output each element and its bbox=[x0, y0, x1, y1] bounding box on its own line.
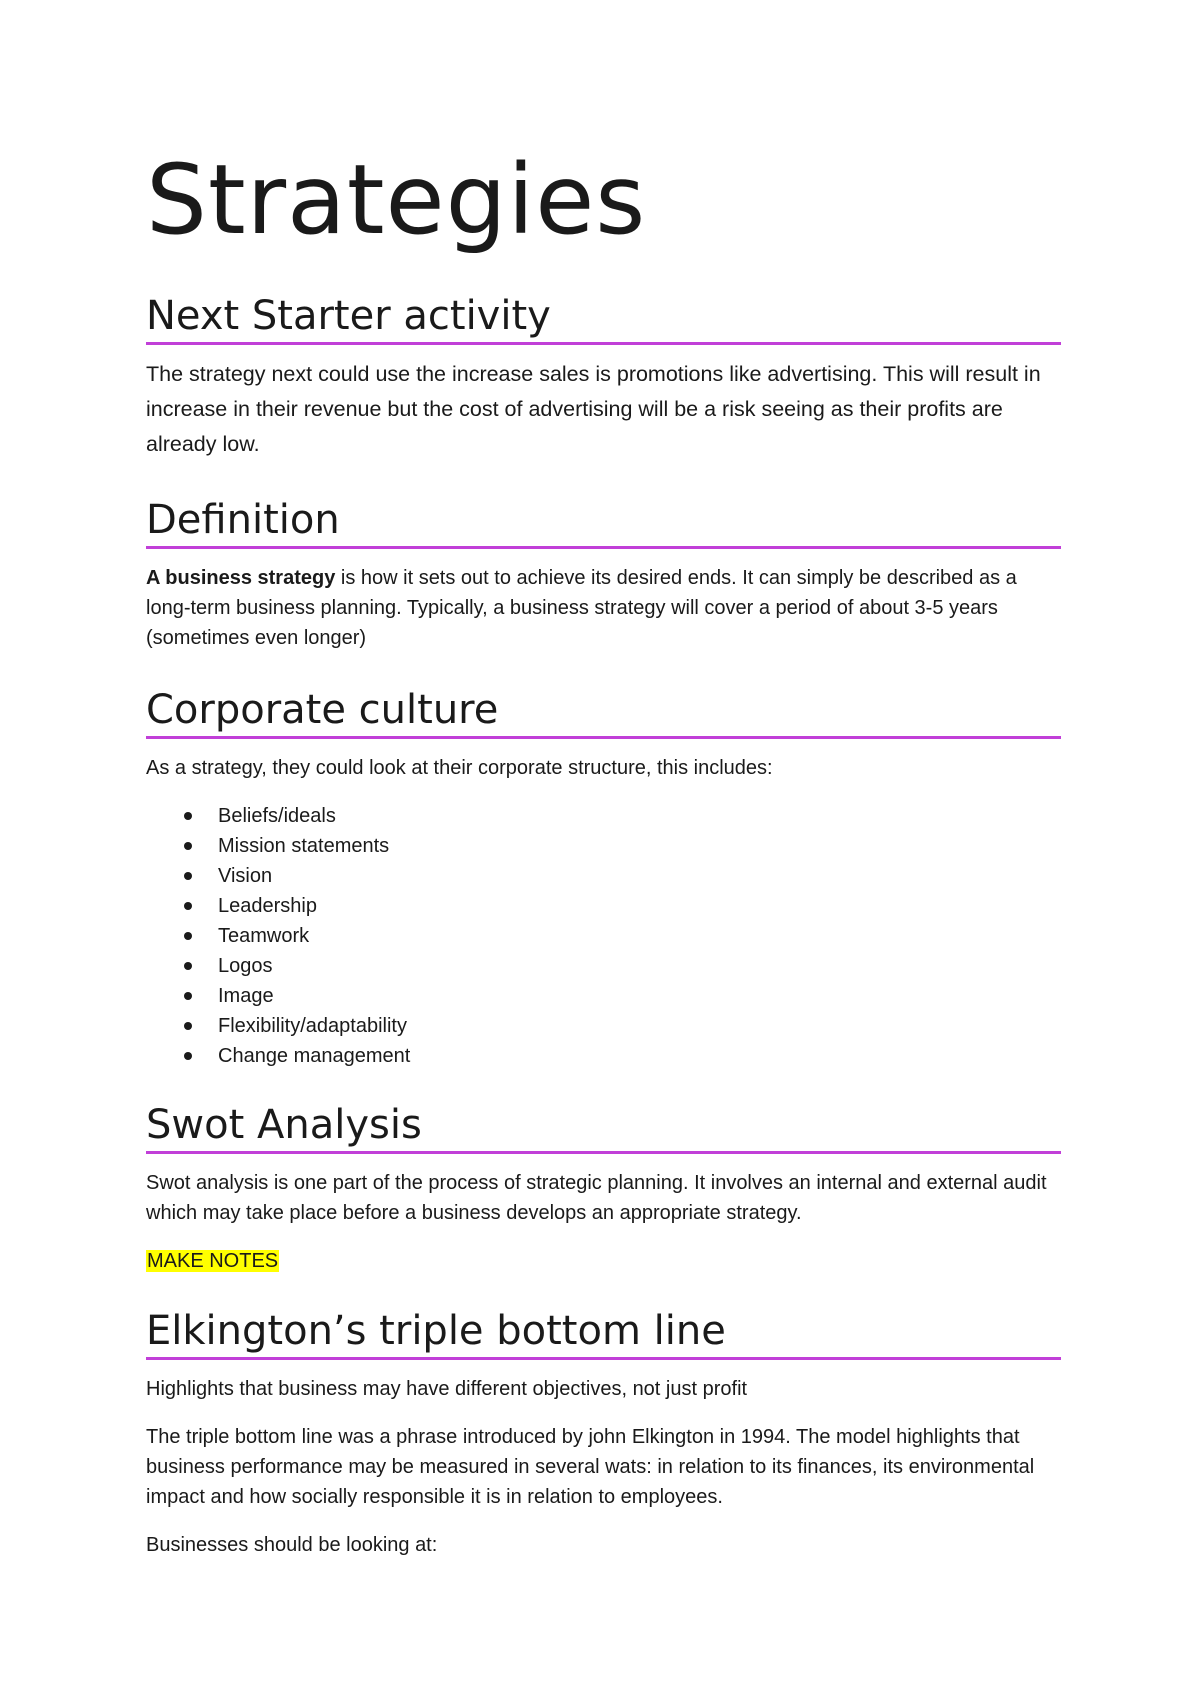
starter-paragraph: The strategy next could use the increase sales is promotions like advertising. This will result in increase in their revenue but the cost of advertising will be a risk seeing as their profits are already low. bbox=[146, 362, 1041, 456]
list-item bbox=[146, 831, 1046, 861]
tbl-paragraph-1: Highlights that business may have different objectives, not just profit bbox=[146, 1378, 748, 1400]
culture-intro: As a strategy, they could look at their corporate structure, this includes: bbox=[146, 757, 773, 779]
heading-swot-analysis: Swot Analysis bbox=[146, 1101, 1061, 1154]
bullet-icon bbox=[184, 812, 192, 820]
definition-paragraph bbox=[146, 563, 1061, 653]
list-item bbox=[146, 891, 1046, 921]
bullet-icon bbox=[184, 872, 192, 880]
swot-paragraph: Swot analysis is one part of the process of strategic planning. It involves an internal and external audit which may take place before a business develops an appropriate strategy. bbox=[146, 1172, 1047, 1224]
tbl-paragraph-2: The triple bottom line was a phrase introduced by john Elkington in 1994. The model highlights that business performance may be measured in several wats: in relation to its finances, its environmental impact and how socially responsible it is in relation to employees. bbox=[146, 1426, 1035, 1508]
list-item-label: Leadership bbox=[218, 895, 317, 917]
list-item-label: Beliefs/ideals bbox=[218, 805, 336, 827]
list-item-label: Change management bbox=[218, 1045, 411, 1067]
list-item bbox=[146, 951, 1046, 981]
list-item bbox=[146, 1011, 1046, 1041]
bullet-icon bbox=[184, 1052, 192, 1060]
list-item bbox=[146, 981, 1046, 1011]
bullet-icon bbox=[184, 902, 192, 910]
list-item bbox=[146, 861, 1046, 891]
make-notes-highlight: MAKE NOTES bbox=[147, 1250, 279, 1272]
document-title: Strategies bbox=[146, 144, 647, 256]
list-item-label: Flexibility/adaptability bbox=[218, 1015, 407, 1037]
list-item bbox=[146, 801, 1046, 831]
bullet-icon bbox=[184, 962, 192, 970]
definition-text: is how it sets out to achieve its desired ends. It can simply be described as a long-term business planning. Typically, a business strategy will cover a period of about 3-5 years (sometimes even longer) bbox=[146, 567, 1017, 649]
heading-corporate-culture: Corporate culture bbox=[146, 686, 1061, 739]
make-notes-line bbox=[146, 1246, 1061, 1276]
list-item bbox=[146, 921, 1046, 951]
bullet-icon bbox=[184, 992, 192, 1000]
list-item-label: Vision bbox=[218, 865, 273, 887]
definition-bold-term: A business strategy bbox=[146, 567, 336, 589]
bullet-icon bbox=[184, 842, 192, 850]
list-item-label: Mission statements bbox=[218, 835, 390, 857]
list-item-label: Teamwork bbox=[218, 925, 310, 947]
bullet-icon bbox=[184, 932, 192, 940]
heading-definition: Definition bbox=[146, 496, 1061, 549]
tbl-paragraph-3: Businesses should be looking at: bbox=[146, 1534, 438, 1556]
bullet-icon bbox=[184, 1022, 192, 1030]
heading-next-starter-activity: Next Starter activity bbox=[146, 292, 1061, 345]
list-item-label: Logos bbox=[218, 955, 273, 977]
list-item bbox=[146, 1041, 1046, 1071]
list-item-label: Image bbox=[218, 985, 274, 1007]
culture-list bbox=[146, 801, 1046, 1071]
heading-triple-bottom-line: Elkington’s triple bottom line bbox=[146, 1307, 1061, 1360]
